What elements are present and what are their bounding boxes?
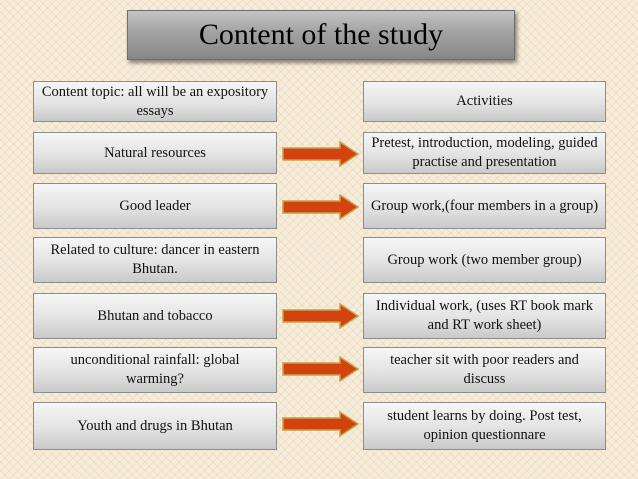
activity-box-4: Individual work, (uses RT book mark and RT work sheet): [363, 293, 606, 339]
topic-box-1: Natural resources: [33, 132, 277, 174]
activity-box-3: Group work (two member group): [363, 237, 606, 283]
slide-title: Content of the study: [127, 10, 515, 60]
topic-box-4: Bhutan and tobacco: [33, 293, 277, 339]
arrow-icon: [282, 141, 360, 167]
topic-box-0: Content topic: all will be an expository essays: [33, 81, 277, 122]
arrow-icon: [282, 356, 360, 382]
activity-box-0: Activities: [363, 81, 606, 122]
arrow-icon: [282, 303, 360, 329]
activity-box-5: teacher sit with poor readers and discuss: [363, 347, 606, 393]
topic-box-3: Related to culture: dancer in eastern Bhutan.: [33, 237, 277, 283]
activity-box-2: Group work,(four members in a group): [363, 183, 606, 229]
topic-box-2: Good leader: [33, 183, 277, 229]
activity-box-1: Pretest, introduction, modeling, guided practise and presentation: [363, 132, 606, 174]
arrow-icon: [282, 411, 360, 437]
arrow-icon: [282, 194, 360, 220]
topic-box-5: unconditional rainfall: global warming?: [33, 347, 277, 393]
activity-box-6: student learns by doing. Post test, opinion questionnare: [363, 402, 606, 450]
topic-box-6: Youth and drugs in Bhutan: [33, 402, 277, 450]
